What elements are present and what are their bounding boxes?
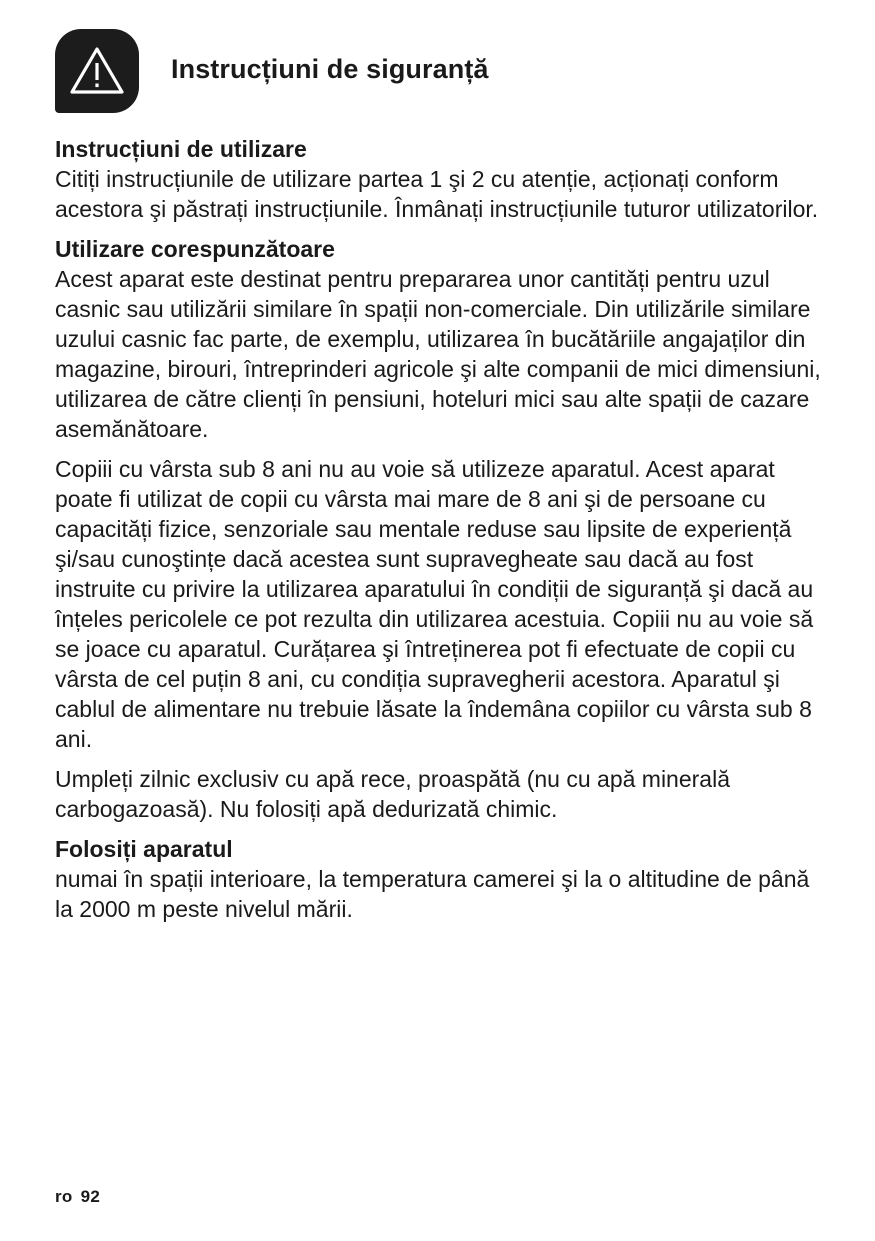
section-use-appliance xyxy=(55,834,830,924)
paragraph-water-filling xyxy=(55,764,830,824)
paragraph-children-safety xyxy=(55,454,830,754)
section-intended-use xyxy=(55,234,830,444)
paragraph: Copiii cu vârsta sub 8 ani nu au voie să utilizeze aparatul. Acest aparat poate fi utilizat de copii cu vârsta mai mare de 8 ani şi de persoane cu capacități fizice, senzoriale sau mentale reduse sau lipsite de experiență şi/sau cunoştințe dacă acestea sunt supravegheate sau dacă au fost instruite cu privire la utilizarea aparatului în condiții de siguranță şi dacă au înțeles pericolele ce pot rezulta din utilizarea acestuia. Copiii nu au voie să se joace cu aparatul. Curățarea şi întreținerea pot fi efectuate de copii cu vârsta de cel puțin 8 ani, cu condiția supravegherii acestora. Aparatul şi cablul de alimentare nu trebuie lăsate la îndemâna copiilor cu vârsta sub 8 ani. xyxy=(55,456,814,752)
language-code: ro xyxy=(55,1187,73,1206)
section-heading: Folosiți aparatul xyxy=(55,836,233,862)
paragraph: Acest aparat este destinat pentru prepararea unor cantități pentru uzul casnic sau utilizării similare în spații non-comerciale. Din utilizările similare uzului casnic fac parte, de exemplu, utilizarea în bucătăriile angajaților din magazine, birouri, întreprinderi agricole şi alte companii de mici dimensiuni, utilizarea de către clienți în pensiuni, hoteluri mici sau alte spații de cazare asemănătoare. xyxy=(55,266,821,442)
page-title: Instrucțiuni de siguranță xyxy=(171,53,489,84)
warning-triangle-icon xyxy=(55,29,139,113)
section-heading: Instrucțiuni de utilizare xyxy=(55,136,307,162)
page-footer xyxy=(55,1187,100,1207)
section-heading: Utilizare corespunzătoare xyxy=(55,236,335,262)
paragraph: Citiți instrucțiunile de utilizare partea 1 şi 2 cu atenție, acționați conform acestora şi păstrați instrucțiunile. Înmânați instrucțiunile tuturor utilizatorilor. xyxy=(55,166,819,222)
section-instructions-of-use xyxy=(55,134,830,224)
page-header xyxy=(55,28,489,114)
safety-content xyxy=(55,134,830,934)
paragraph: Umpleți zilnic exclusiv cu apă rece, proaspătă (nu cu apă minerală carbogazoasă). Nu folosiți apă dedurizată chimic. xyxy=(55,766,730,822)
paragraph: numai în spații interioare, la temperatura camerei şi la o altitudine de până la 2000 m peste nivelul mării. xyxy=(55,866,810,922)
page-number: 92 xyxy=(80,1187,101,1206)
